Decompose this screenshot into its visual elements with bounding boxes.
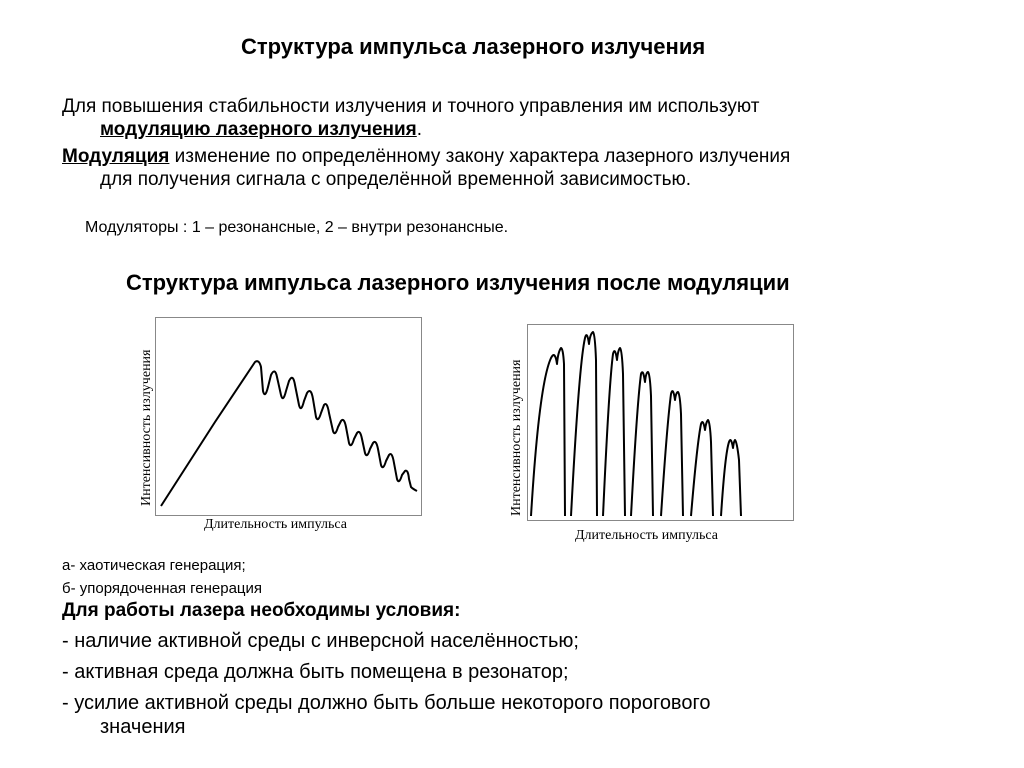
legend-a: а- хаотическая генерация; xyxy=(62,557,246,574)
condition-2: - активная среда должна быть помещена в резонатор; xyxy=(62,661,569,683)
chart-b-spike-2 xyxy=(571,332,597,516)
definition-text: изменение по определённому закону характера лазерного излучения xyxy=(169,146,791,167)
chart-b-spike-4 xyxy=(631,372,653,516)
condition-3-line-1: - усилие активной среды должно быть больше некоторого порогового xyxy=(62,692,711,714)
chart-b-spike-7 xyxy=(721,440,741,516)
intro-period: . xyxy=(416,119,423,140)
chart-a-series-line xyxy=(161,361,417,506)
conditions-heading: Для работы лазера необходимы условия: xyxy=(62,600,461,621)
chart-b-y-label: Интенсивность излучения xyxy=(509,359,524,516)
chart-b-x-label: Длительность импульса xyxy=(575,528,718,543)
condition-1: - наличие активной среды с инверсной населённостью; xyxy=(62,630,579,652)
definition-line-1 xyxy=(62,145,790,169)
chart-b-spike-5 xyxy=(661,391,683,516)
chart-a-x-label: Длительность импульса xyxy=(204,517,347,532)
legend-b: б- упорядоченная генерация xyxy=(62,580,263,597)
definition-term: Модуляция xyxy=(62,146,170,167)
intro-term: модуляцию лазерного излучения xyxy=(100,119,417,140)
chart-b-spike-3 xyxy=(603,348,625,516)
chart-b-spike-6 xyxy=(691,420,713,516)
chart-b xyxy=(527,324,795,522)
intro-line-2 xyxy=(100,118,422,142)
chart-b-spike-1 xyxy=(531,348,565,516)
chart-b-frame xyxy=(528,325,794,521)
section-subtitle: Структура импульса лазерного излучения после модуляции xyxy=(126,270,790,295)
chart-a-y-label: Интенсивность излучения xyxy=(139,349,154,506)
definition-line-2: для получения сигнала с определённой временной зависимостью. xyxy=(100,169,692,190)
chart-a xyxy=(155,317,423,517)
chart-a-frame xyxy=(156,318,422,516)
condition-3-line-2: значения xyxy=(100,716,186,738)
intro-line-1: Для повышения стабильности излучения и точного управления им используют xyxy=(62,96,760,117)
page-title: Структура импульса лазерного излучения xyxy=(241,34,706,59)
modulators-text: Модуляторы : 1 – резонансные, 2 – внутри резонансные. xyxy=(85,219,509,236)
